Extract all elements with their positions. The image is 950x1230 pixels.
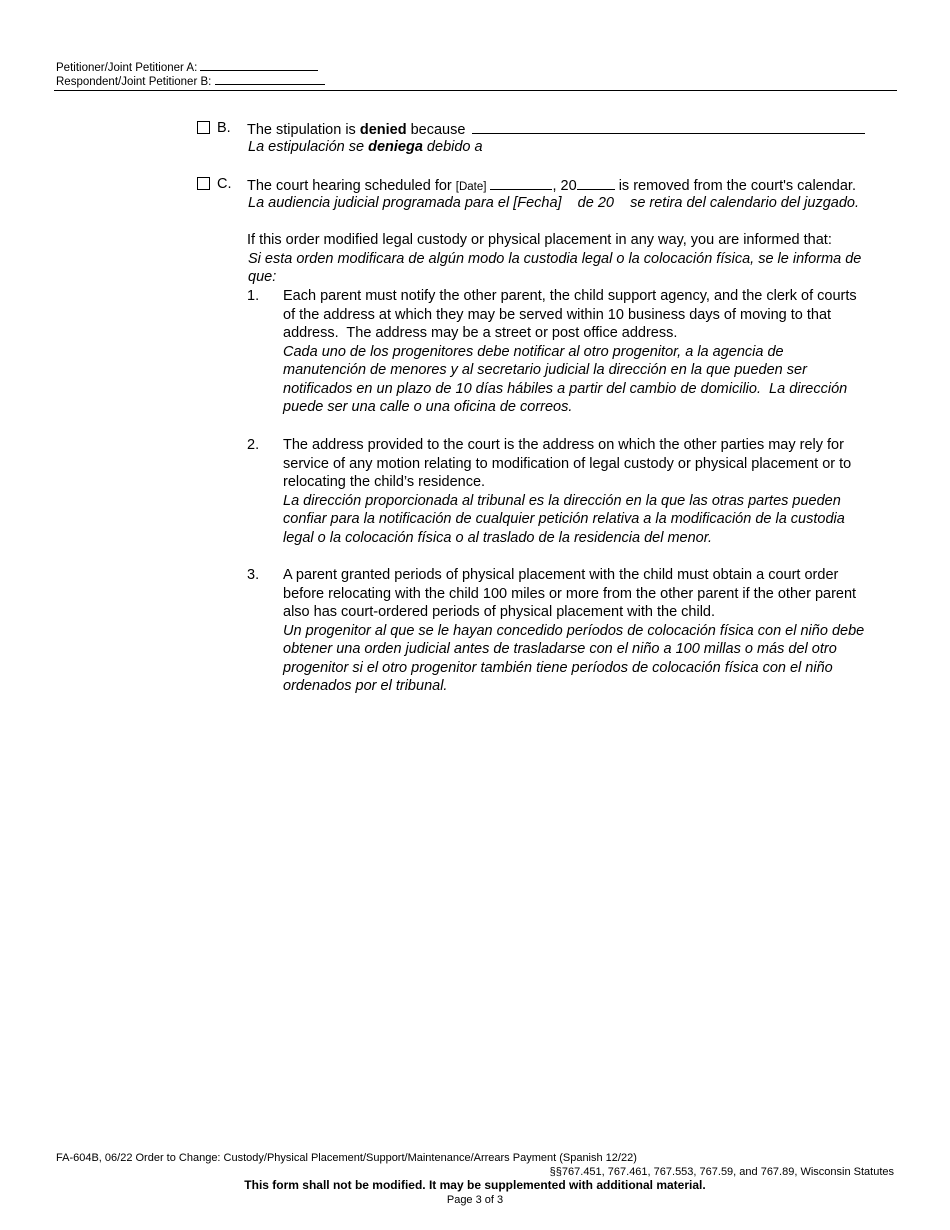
modification-notice: This form shall not be modified. It may be supplemented with additional material. — [244, 1178, 706, 1192]
statutes: §§767.451, 767.461, 767.553, 767.59, and 767.89, Wisconsin Statutes — [549, 1166, 894, 1178]
item-1-en-line: Each parent must notify the other parent, the child support agency, and the clerk of courts — [283, 288, 857, 304]
header-divider — [54, 90, 897, 91]
item-1-en-line: address. The address may be a street or post office address. — [283, 325, 678, 341]
item-3-number: 3. — [247, 567, 260, 583]
section-b-en-bold: denied — [359, 122, 407, 138]
item-3-es-line: obtener una orden judicial antes de trasladarse con el niño a 100 millas o más del otro — [283, 641, 837, 657]
item-3-en-line: before relocating with the child 100 miles or more from the other parent if the other parent — [283, 585, 857, 602]
hearing-year-blank[interactable] — [577, 175, 615, 190]
section-b-english — [247, 119, 865, 140]
item-1-es-line: manutención de menores y al secretario judicial la dirección en la que pueden ser — [283, 362, 807, 378]
item-2-en-line: relocating the child’s residence. — [283, 474, 486, 490]
page-number: Page 3 of 3 — [446, 1194, 504, 1206]
hearing-date-blank[interactable] — [490, 175, 552, 190]
item-3-en-line: also has court-ordered periods of physical placement with the child. — [283, 604, 716, 620]
item-1-en-line: of the address at which they may be served within 10 business days of moving to that — [283, 306, 832, 323]
item-2-en-line: The address provided to the court is the address on which the other parties may rely for — [283, 437, 844, 453]
notice-english: If this order modified legal custody or physical placement in any way, you are informed that: — [247, 232, 832, 248]
respondent-label: Respondent/Joint Petitioner B: — [56, 76, 212, 88]
item-2-es-line: confiar para la notificación de cualquier petición relativa a la modificación de la custodia — [283, 511, 845, 527]
item-2-es-line: legal o la colocación física o al traslado de la residencia del menor. — [283, 529, 713, 546]
section-b-es-pre: La estipulación se — [248, 139, 369, 155]
notice-spanish-line2: que: — [248, 269, 277, 285]
item-3-es-line: progenitor si el otro progenitor también tiene períodos de colocación física con el niño — [283, 659, 833, 676]
item-2-en-line: service of any motion relating to modification of legal custody or physical placement or to — [283, 455, 852, 472]
section-c-en-post: is removed from the court's calendar. — [614, 178, 856, 194]
item-2-number: 2. — [247, 437, 260, 453]
petitioner-label: Petitioner/Joint Petitioner A: — [56, 62, 198, 74]
section-b-spanish — [248, 138, 483, 157]
item-3-en-line: A parent granted periods of physical placement with the child must obtain a court order — [283, 567, 839, 583]
section-c-checkbox[interactable] — [197, 177, 210, 190]
section-b-checkbox[interactable] — [197, 121, 210, 134]
item-1-es-line: Cada uno de los progenitores debe notificar al otro progenitor, a la agencia de — [283, 343, 784, 360]
section-b-en-post: because — [406, 122, 466, 138]
respondent-line — [56, 74, 325, 89]
section-b-es-post: debido a — [422, 139, 483, 155]
item-1-es-line: puede ser una calle o una oficina de correos. — [283, 399, 573, 415]
section-c-spanish: La audiencia judicial programada para el [Fecha] de 20 se retira del calendario del juzgado. — [248, 195, 859, 211]
notice-spanish-line1: Si esta orden modificara de algún modo la custodia legal o la colocación física, se le informa de — [248, 251, 862, 267]
item-1-number: 1. — [247, 288, 260, 304]
date-label: [Date] — [455, 181, 487, 193]
item-3 — [283, 566, 864, 696]
item-3-es-line: ordenados por el tribunal. — [283, 678, 448, 694]
section-c-en-pre: The court hearing scheduled for — [247, 178, 456, 194]
petitioner-line — [56, 60, 318, 75]
section-b-letter: B. — [217, 120, 231, 136]
section-b-en-pre: The stipulation is — [247, 122, 360, 138]
item-2-es-line: La dirección proporcionada al tribunal es la dirección en la que las otras partes pueden — [283, 492, 841, 509]
respondent-name-blank[interactable] — [215, 74, 325, 85]
item-3-es-line: Un progenitor al que se le hayan concedido períodos de colocación física con el niño debe — [283, 622, 865, 639]
section-b-es-bold: deniega — [368, 139, 423, 155]
section-c-letter: C. — [217, 176, 232, 192]
petitioner-name-blank[interactable] — [200, 60, 318, 71]
item-1-es-line: notificados en un plazo de 10 días hábiles a partir del cambio de domicilio. La dirección — [283, 380, 848, 397]
item-2 — [283, 436, 851, 547]
form-id: FA-604B, 06/22 Order to Change: Custody/Physical Placement/Support/Maintenance/Arrears Payment (Spanish 12/22) — [56, 1152, 637, 1164]
denial-reason-blank[interactable] — [472, 119, 865, 134]
item-1 — [283, 287, 857, 417]
section-c-en-comma: , 20 — [552, 178, 577, 194]
